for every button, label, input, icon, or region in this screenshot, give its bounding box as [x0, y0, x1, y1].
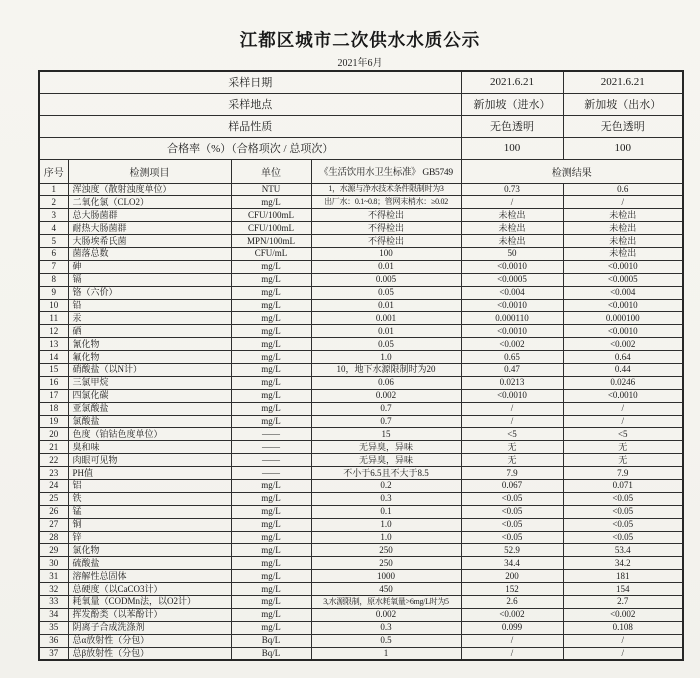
info-inlet-value: 无色透明 — [461, 115, 563, 137]
cell-standard: 0.06 — [311, 376, 461, 389]
column-header-unit: 单位 — [231, 159, 311, 183]
cell-unit: mg/L — [231, 518, 311, 531]
cell-outlet-result: 154 — [563, 583, 683, 596]
cell-unit: MPN/100mL — [231, 235, 311, 248]
cell-unit: mg/L — [231, 583, 311, 596]
cell-outlet-result: / — [563, 402, 683, 415]
cell-inlet-result: 0.73 — [461, 183, 563, 196]
cell-no: 2 — [39, 196, 68, 209]
table-row — [39, 634, 683, 647]
cell-item: PH值 — [68, 467, 231, 480]
cell-item: 铜 — [68, 518, 231, 531]
cell-outlet-result: 未检出 — [563, 209, 683, 222]
cell-item: 硫酸盐 — [68, 557, 231, 570]
cell-outlet-result: <0.0005 — [563, 273, 683, 286]
cell-unit: mg/L — [231, 479, 311, 492]
cell-unit: mg/L — [231, 415, 311, 428]
cell-inlet-result: / — [461, 196, 563, 209]
cell-standard: 无异臭，异味 — [311, 454, 461, 467]
cell-unit: mg/L — [231, 492, 311, 505]
cell-no: 27 — [39, 518, 68, 531]
cell-outlet-result: <0.0010 — [563, 389, 683, 402]
table-row — [39, 479, 683, 492]
cell-inlet-result: <0.05 — [461, 505, 563, 518]
cell-standard: 0.1 — [311, 505, 461, 518]
cell-item: 氟化物 — [68, 351, 231, 364]
cell-inlet-result: <0.0010 — [461, 325, 563, 338]
cell-unit: mg/L — [231, 286, 311, 299]
table-row — [39, 235, 683, 248]
cell-standard: 0.3 — [311, 621, 461, 634]
cell-standard: 0.002 — [311, 608, 461, 621]
info-label: 合格率（%）（合格项次 / 总项次） — [39, 137, 461, 159]
info-outlet-value: 2021.6.21 — [563, 71, 683, 93]
cell-item: 铁 — [68, 492, 231, 505]
column-header-item: 检测项目 — [68, 159, 231, 183]
info-row-sampling-location — [39, 93, 683, 115]
cell-inlet-result: 未检出 — [461, 222, 563, 235]
info-label: 采样地点 — [39, 93, 461, 115]
cell-outlet-result: 0.108 — [563, 621, 683, 634]
cell-unit: —— — [231, 467, 311, 480]
cell-no: 19 — [39, 415, 68, 428]
cell-outlet-result: <0.004 — [563, 286, 683, 299]
cell-inlet-result: / — [461, 415, 563, 428]
cell-outlet-result: <0.0010 — [563, 260, 683, 273]
cell-no: 35 — [39, 621, 68, 634]
cell-no: 7 — [39, 260, 68, 273]
cell-unit: mg/L — [231, 389, 311, 402]
cell-item: 铝 — [68, 479, 231, 492]
table-row — [39, 467, 683, 480]
cell-unit: mg/L — [231, 505, 311, 518]
cell-item: 色度（铂钴色度单位） — [68, 428, 231, 441]
cell-unit: mg/L — [231, 544, 311, 557]
cell-unit: Bq/L — [231, 634, 311, 647]
cell-standard: 0.2 — [311, 479, 461, 492]
cell-no: 3 — [39, 209, 68, 222]
cell-standard: 250 — [311, 544, 461, 557]
column-header-standard: 《生活饮用水卫生标准》 GB5749 — [311, 159, 461, 183]
cell-no: 30 — [39, 557, 68, 570]
cell-item: 总β放射性（分包） — [68, 647, 231, 660]
cell-standard: 1，水源与净水技术条件限制时为3 — [311, 183, 461, 196]
cell-outlet-result: <0.002 — [563, 608, 683, 621]
table-info-section — [39, 71, 683, 183]
cell-inlet-result: <0.05 — [461, 518, 563, 531]
cell-standard: 3,水源限制，原水耗氧量>6mg/L时为5 — [311, 596, 461, 609]
cell-unit: mg/L — [231, 531, 311, 544]
table-row — [39, 454, 683, 467]
info-inlet-value: 新加坡（进水） — [461, 93, 563, 115]
table-row — [39, 608, 683, 621]
cell-inlet-result: 未检出 — [461, 209, 563, 222]
cell-outlet-result: 未检出 — [563, 247, 683, 260]
cell-item: 肉眼可见物 — [68, 454, 231, 467]
cell-unit: mg/L — [231, 351, 311, 364]
cell-no: 5 — [39, 235, 68, 248]
cell-no: 36 — [39, 634, 68, 647]
cell-outlet-result: 34.2 — [563, 557, 683, 570]
cell-item: 二氧化氯（CLO2） — [68, 196, 231, 209]
cell-inlet-result: 0.099 — [461, 621, 563, 634]
cell-outlet-result: 0.6 — [563, 183, 683, 196]
cell-inlet-result: 0.65 — [461, 351, 563, 364]
cell-no: 6 — [39, 247, 68, 260]
cell-item: 锌 — [68, 531, 231, 544]
cell-item: 硒 — [68, 325, 231, 338]
table-body — [39, 183, 683, 660]
table-row — [39, 209, 683, 222]
cell-no: 26 — [39, 505, 68, 518]
cell-outlet-result: <0.05 — [563, 505, 683, 518]
table-row — [39, 492, 683, 505]
cell-inlet-result: 200 — [461, 570, 563, 583]
table-row — [39, 273, 683, 286]
cell-item: 氯酸盐 — [68, 415, 231, 428]
table-row — [39, 247, 683, 260]
cell-standard: 1 — [311, 647, 461, 660]
cell-unit: CFU/mL — [231, 247, 311, 260]
cell-no: 22 — [39, 454, 68, 467]
cell-standard: 1.0 — [311, 518, 461, 531]
cell-no: 29 — [39, 544, 68, 557]
cell-inlet-result: <0.002 — [461, 338, 563, 351]
cell-no: 17 — [39, 389, 68, 402]
cell-inlet-result: 50 — [461, 247, 563, 260]
cell-outlet-result: / — [563, 634, 683, 647]
cell-inlet-result: 无 — [461, 441, 563, 454]
cell-item: 臭和味 — [68, 441, 231, 454]
cell-inlet-result: 0.47 — [461, 363, 563, 376]
cell-unit: NTU — [231, 183, 311, 196]
cell-standard: 0.05 — [311, 286, 461, 299]
cell-unit: mg/L — [231, 596, 311, 609]
cell-item: 耗氧量（CODMn法，以O2计） — [68, 596, 231, 609]
cell-inlet-result: 2.6 — [461, 596, 563, 609]
cell-no: 14 — [39, 351, 68, 364]
cell-outlet-result: 无 — [563, 441, 683, 454]
cell-standard: 250 — [311, 557, 461, 570]
table-row — [39, 621, 683, 634]
info-inlet-value: 100 — [461, 137, 563, 159]
cell-standard: 10，地下水源限制时为20 — [311, 363, 461, 376]
info-row-sampling-date — [39, 71, 683, 93]
cell-no: 20 — [39, 428, 68, 441]
cell-inlet-result: <0.002 — [461, 608, 563, 621]
table-row — [39, 338, 683, 351]
cell-outlet-result: <0.0010 — [563, 325, 683, 338]
cell-standard: 0.5 — [311, 634, 461, 647]
cell-unit: mg/L — [231, 402, 311, 415]
cell-unit: mg/L — [231, 325, 311, 338]
info-row-pass-rate — [39, 137, 683, 159]
cell-no: 32 — [39, 583, 68, 596]
cell-standard: 1.0 — [311, 531, 461, 544]
cell-item: 镉 — [68, 273, 231, 286]
cell-no: 18 — [39, 402, 68, 415]
table-row — [39, 299, 683, 312]
cell-inlet-result: <0.0005 — [461, 273, 563, 286]
cell-item: 铬（六价） — [68, 286, 231, 299]
cell-item: 硝酸盐（以N计） — [68, 363, 231, 376]
cell-inlet-result: 未检出 — [461, 235, 563, 248]
info-outlet-value: 100 — [563, 137, 683, 159]
cell-inlet-result: <0.05 — [461, 531, 563, 544]
table-row — [39, 286, 683, 299]
cell-standard: 0.01 — [311, 325, 461, 338]
cell-unit: CFU/100mL — [231, 222, 311, 235]
cell-item: 阴离子合成洗涤剂 — [68, 621, 231, 634]
cell-inlet-result: / — [461, 634, 563, 647]
info-label: 采样日期 — [39, 71, 461, 93]
table-row — [39, 583, 683, 596]
table-row — [39, 325, 683, 338]
cell-no: 16 — [39, 376, 68, 389]
cell-item: 亚氯酸盐 — [68, 402, 231, 415]
cell-standard: 不得检出 — [311, 222, 461, 235]
cell-no: 12 — [39, 325, 68, 338]
table-row — [39, 647, 683, 660]
cell-outlet-result: 0.000100 — [563, 312, 683, 325]
cell-inlet-result: 无 — [461, 454, 563, 467]
cell-unit: —— — [231, 454, 311, 467]
cell-inlet-result: 34.4 — [461, 557, 563, 570]
info-label: 样品性质 — [39, 115, 461, 137]
cell-inlet-result: <5 — [461, 428, 563, 441]
cell-standard: 0.01 — [311, 260, 461, 273]
cell-inlet-result: 0.0213 — [461, 376, 563, 389]
cell-standard: 出厂水：0.1~0.8；管网末梢水：≥0.02 — [311, 196, 461, 209]
cell-no: 33 — [39, 596, 68, 609]
cell-outlet-result: 0.64 — [563, 351, 683, 364]
cell-item: 四氯化碳 — [68, 389, 231, 402]
table-row — [39, 596, 683, 609]
cell-item: 大肠埃希氏菌 — [68, 235, 231, 248]
info-outlet-value: 无色透明 — [563, 115, 683, 137]
cell-standard: 450 — [311, 583, 461, 596]
cell-outlet-result: <5 — [563, 428, 683, 441]
cell-standard: 不得检出 — [311, 235, 461, 248]
cell-item: 总α放射性（分包） — [68, 634, 231, 647]
table-row — [39, 389, 683, 402]
cell-unit: mg/L — [231, 608, 311, 621]
page-title: 江都区城市二次供水水质公示 — [239, 30, 481, 50]
cell-inlet-result: / — [461, 402, 563, 415]
cell-inlet-result: 7.9 — [461, 467, 563, 480]
cell-outlet-result: 2.7 — [563, 596, 683, 609]
cell-standard: 1000 — [311, 570, 461, 583]
cell-no: 8 — [39, 273, 68, 286]
cell-no: 23 — [39, 467, 68, 480]
cell-outlet-result: 7.9 — [563, 467, 683, 480]
cell-unit: mg/L — [231, 363, 311, 376]
column-header-no: 序号 — [39, 159, 68, 183]
cell-standard: 0.001 — [311, 312, 461, 325]
cell-no: 1 — [39, 183, 68, 196]
cell-standard: 0.005 — [311, 273, 461, 286]
table-row — [39, 428, 683, 441]
cell-no: 11 — [39, 312, 68, 325]
cell-item: 总硬度（以CaCO3计） — [68, 583, 231, 596]
cell-outlet-result: 0.071 — [563, 479, 683, 492]
cell-inlet-result: <0.0010 — [461, 260, 563, 273]
cell-unit: mg/L — [231, 273, 311, 286]
table-row — [39, 183, 683, 196]
cell-unit: mg/L — [231, 299, 311, 312]
cell-inlet-result: <0.0010 — [461, 389, 563, 402]
table-row — [39, 518, 683, 531]
table-row — [39, 363, 683, 376]
cell-standard: 1.0 — [311, 351, 461, 364]
info-inlet-value: 2021.6.21 — [461, 71, 563, 93]
table-row — [39, 222, 683, 235]
cell-unit: —— — [231, 428, 311, 441]
cell-outlet-result: 181 — [563, 570, 683, 583]
cell-standard: 不得检出 — [311, 209, 461, 222]
table-row — [39, 312, 683, 325]
cell-no: 28 — [39, 531, 68, 544]
cell-item: 氯化物 — [68, 544, 231, 557]
cell-standard: 15 — [311, 428, 461, 441]
cell-inlet-result: 152 — [461, 583, 563, 596]
cell-unit: CFU/100mL — [231, 209, 311, 222]
cell-outlet-result: / — [563, 196, 683, 209]
cell-outlet-result: 53.4 — [563, 544, 683, 557]
info-outlet-value: 新加坡（出水） — [563, 93, 683, 115]
table-row — [39, 505, 683, 518]
table-row — [39, 570, 683, 583]
cell-outlet-result: <0.05 — [563, 518, 683, 531]
table-row — [39, 376, 683, 389]
cell-item: 三氯甲烷 — [68, 376, 231, 389]
cell-unit: mg/L — [231, 570, 311, 583]
cell-item: 浑浊度（散射浊度单位） — [68, 183, 231, 196]
cell-item: 耐热大肠菌群 — [68, 222, 231, 235]
cell-no: 10 — [39, 299, 68, 312]
cell-inlet-result: <0.004 — [461, 286, 563, 299]
cell-outlet-result: 0.44 — [563, 363, 683, 376]
cell-outlet-result: <0.05 — [563, 492, 683, 505]
cell-standard: 0.7 — [311, 402, 461, 415]
table-row — [39, 196, 683, 209]
cell-item: 总大肠菌群 — [68, 209, 231, 222]
table-row — [39, 402, 683, 415]
cell-standard: 0.05 — [311, 338, 461, 351]
cell-standard: 0.3 — [311, 492, 461, 505]
table-row — [39, 441, 683, 454]
cell-inlet-result: 0.000110 — [461, 312, 563, 325]
cell-inlet-result: <0.0010 — [461, 299, 563, 312]
cell-standard: 100 — [311, 247, 461, 260]
cell-no: 21 — [39, 441, 68, 454]
cell-standard: 无异臭，异味 — [311, 441, 461, 454]
cell-unit: Bq/L — [231, 647, 311, 660]
table-row — [39, 557, 683, 570]
column-header-row — [39, 159, 683, 183]
cell-outlet-result: 未检出 — [563, 222, 683, 235]
info-row-sample-nature — [39, 115, 683, 137]
cell-unit: mg/L — [231, 557, 311, 570]
cell-inlet-result: 52.9 — [461, 544, 563, 557]
cell-item: 铅 — [68, 299, 231, 312]
cell-unit: mg/L — [231, 376, 311, 389]
table-row — [39, 260, 683, 273]
cell-outlet-result: 未检出 — [563, 235, 683, 248]
cell-no: 31 — [39, 570, 68, 583]
cell-no: 24 — [39, 479, 68, 492]
cell-unit: mg/L — [231, 196, 311, 209]
cell-item: 锰 — [68, 505, 231, 518]
cell-unit: mg/L — [231, 312, 311, 325]
cell-unit: mg/L — [231, 621, 311, 634]
cell-outlet-result: <0.0010 — [563, 299, 683, 312]
cell-item: 汞 — [68, 312, 231, 325]
cell-outlet-result: / — [563, 647, 683, 660]
cell-no: 15 — [39, 363, 68, 376]
table-row — [39, 351, 683, 364]
cell-no: 37 — [39, 647, 68, 660]
cell-inlet-result: 0.067 — [461, 479, 563, 492]
cell-no: 25 — [39, 492, 68, 505]
cell-inlet-result: <0.05 — [461, 492, 563, 505]
cell-item: 氰化物 — [68, 338, 231, 351]
cell-no: 4 — [39, 222, 68, 235]
water-quality-table — [38, 70, 684, 661]
cell-item: 溶解性总固体 — [68, 570, 231, 583]
cell-outlet-result: 0.0246 — [563, 376, 683, 389]
cell-item: 挥发酚类（以苯酚计） — [68, 608, 231, 621]
cell-unit: mg/L — [231, 260, 311, 273]
cell-unit: mg/L — [231, 338, 311, 351]
cell-standard: 0.002 — [311, 389, 461, 402]
cell-no: 13 — [39, 338, 68, 351]
table-row — [39, 531, 683, 544]
table-row — [39, 415, 683, 428]
cell-no: 34 — [39, 608, 68, 621]
page-subtitle: 2021年6月 — [337, 58, 383, 69]
table-row — [39, 544, 683, 557]
cell-outlet-result: / — [563, 415, 683, 428]
cell-outlet-result: <0.002 — [563, 338, 683, 351]
cell-standard: 0.01 — [311, 299, 461, 312]
column-header-result: 检测结果 — [461, 159, 683, 183]
cell-unit: —— — [231, 441, 311, 454]
cell-no: 9 — [39, 286, 68, 299]
cell-item: 菌落总数 — [68, 247, 231, 260]
cell-inlet-result: / — [461, 647, 563, 660]
cell-outlet-result: <0.05 — [563, 531, 683, 544]
cell-standard: 0.7 — [311, 415, 461, 428]
cell-outlet-result: 无 — [563, 454, 683, 467]
cell-item: 砷 — [68, 260, 231, 273]
cell-standard: 不小于6.5且不大于8.5 — [311, 467, 461, 480]
